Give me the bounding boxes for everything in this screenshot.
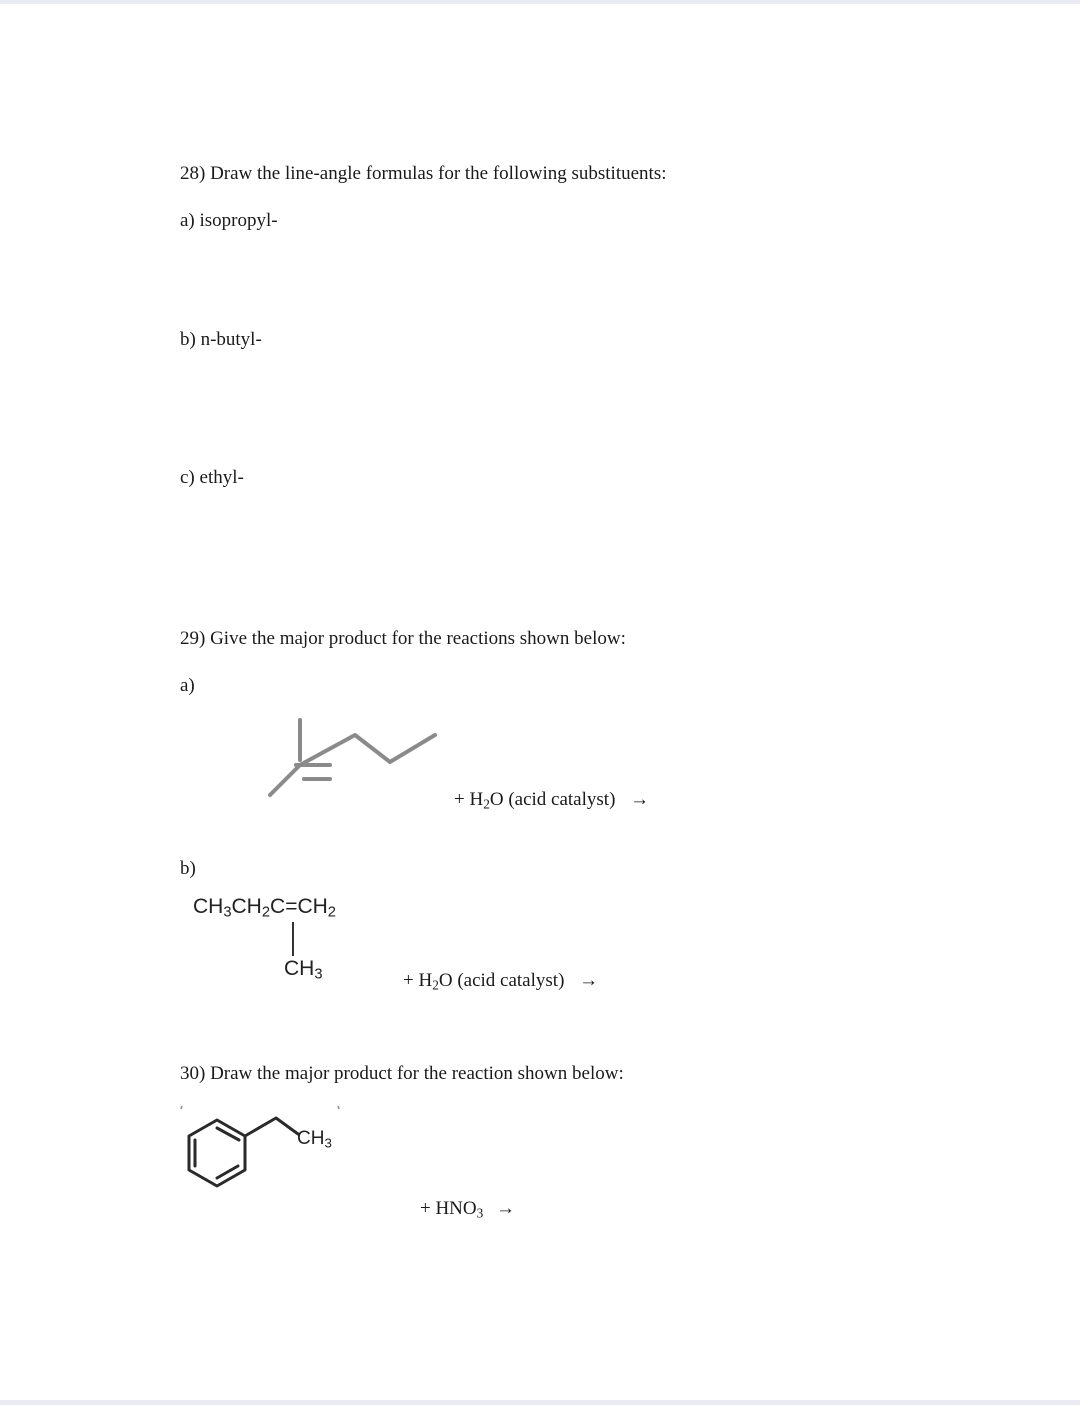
q28-part-c: c) ethyl-: [180, 467, 244, 488]
q28-part-b: b) n-butyl-: [180, 329, 262, 350]
q29-part-a-label: a): [180, 675, 195, 696]
bond-left-arm: [270, 765, 300, 795]
reaction-arrow-icon: →: [630, 789, 650, 810]
page-bottom-border: [0, 1400, 1080, 1405]
q29-heading: 29) Give the major product for the reactions shown below:: [180, 628, 626, 649]
q29a-reagent: + $H_2O$ (acid catalyst) →: [454, 789, 650, 812]
side-chain-bond: [245, 1118, 298, 1136]
q30-methyl-label: $CH_3$: [297, 1128, 332, 1151]
q29-part-b-label: b): [180, 858, 196, 879]
benzene-ring: [189, 1120, 245, 1186]
q29b-reagent: + $H_2O$ (acid catalyst) →: [403, 970, 599, 993]
q30-heading: 30) Draw the major product for the reaction shown below:: [180, 1063, 624, 1084]
q29b-condensed-formula: $CH_3CH_2C=CH_2$: [193, 895, 336, 921]
q29b-branch-bond: [288, 920, 298, 960]
q30-reagent: + $HNO_3$ →: [420, 1198, 516, 1221]
page-top-border: [0, 0, 1080, 4]
q28-heading: 28) Draw the line-angle formulas for the following substituents:: [180, 163, 667, 184]
reaction-arrow-icon: →: [579, 970, 599, 991]
q28-part-a: a) isopropyl-: [180, 210, 278, 231]
reaction-arrow-icon: →: [496, 1198, 516, 1219]
q29b-methyl-branch: $CH_3$: [284, 957, 323, 983]
q29a-alkene-structure: [260, 710, 450, 810]
bond-chain: [300, 735, 435, 765]
